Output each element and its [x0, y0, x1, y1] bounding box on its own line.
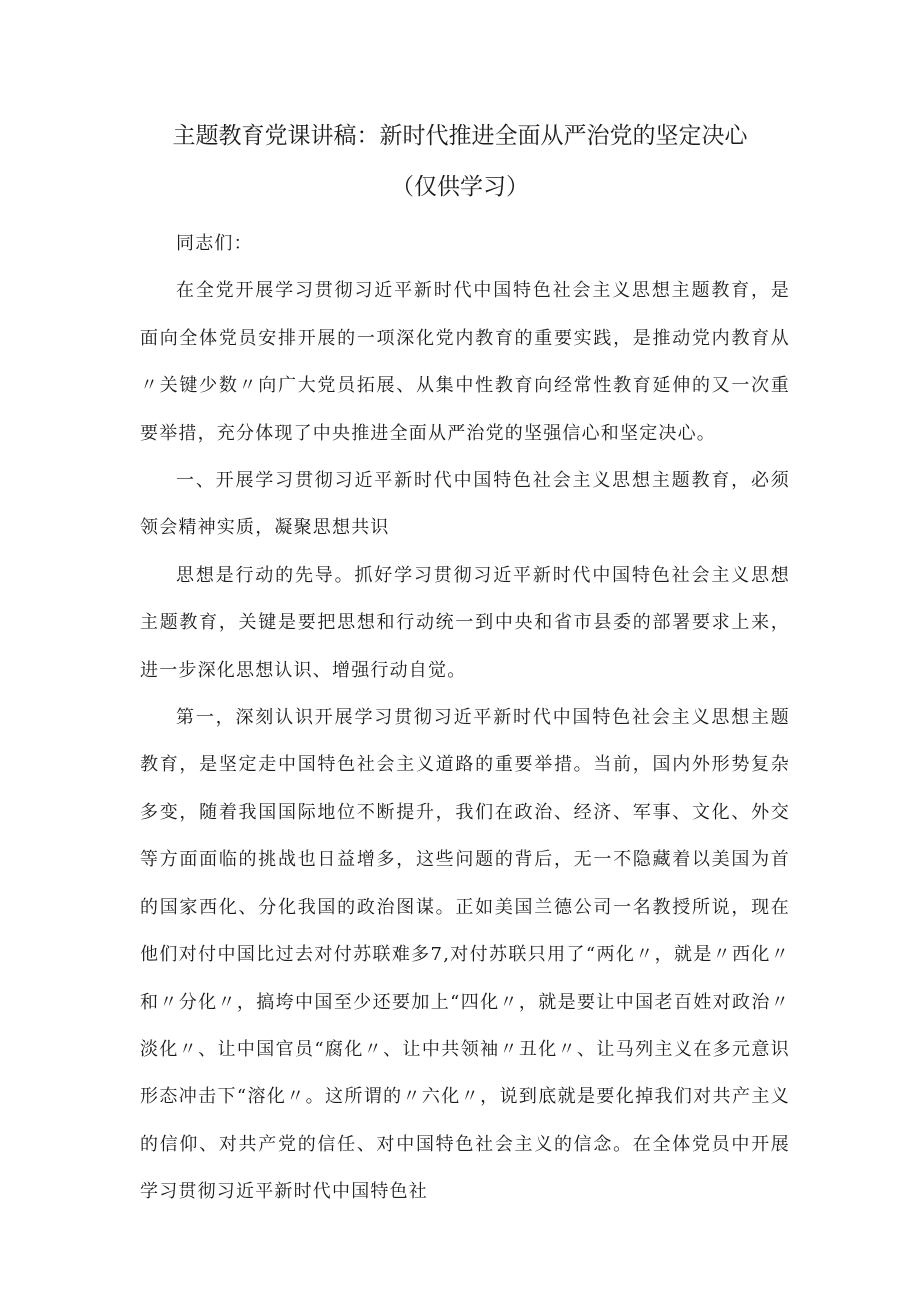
- paragraph-intro: 在全党开展学习贯彻习近平新时代中国特色社会主义思想主题教育，是面向全体党员安排开展的一项深化党内教育的重要实践，是推动党内教育从〃关键少数〃向广大党员拓展、从集中性教育向经常性教育延伸的又一次重要举措，充分体现了中央推进全面从严治党的坚强信心和坚定决心。: [140, 280, 790, 444]
- document-subtitle: （仅供学习）: [391, 174, 529, 200]
- section-heading-1: 一、开展学习贯彻习近平新时代中国特色社会主义思想主题教育，必须领会精神实质，凝聚思想共识: [140, 470, 790, 539]
- paragraph-first-point: 第一，深刻认识开展学习贯彻习近平新时代中国特色社会主义思想主题教育，是坚定走中国特色社会主义道路的重要举措。当前，国内外形势复杂多变，随着我国国际地位不断提升，我们在政治、经济、军事、文化、外交等方面面临的挑战也日益增多，这些问题的背后，无一不隐藏着以美国为首的国家西化、分化我国的政治图谋。正如美国兰德公司一名教授所说，现在他们对付中国比过去对付苏联难多7,对付苏联只用了“两化〃，就是〃西化〃和〃分化〃，搞垮中国至少还要加上“四化〃，就是要让中国老百姓对政治〃淡化〃、让中国官员“腐化〃、让中共领袖〃丑化〃、让马列主义在多元意识形态冲击下“溶化〃。这所谓的〃六化〃，说到底就是要化掉我们对共产主义的信仰、对共产党的信任、对中国特色社会主义的信念。在全体党员中开展学习贯彻习近平新时代中国特色社: [140, 707, 790, 1203]
- paragraph-thought: 思想是行动的先导。抓好学习贯彻习近平新时代中国特色社会主义思想主题教育，关键是要把思想和行动统一到中央和省市县委的部署要求上来，进一步深化思想认识、增强行动自觉。: [140, 564, 790, 681]
- salutation: 同志们：: [176, 233, 253, 254]
- document-title: 主题教育党课讲稿：新时代推进全面从严治党的坚定决心: [172, 123, 748, 149]
- document-body: [140, 220, 790, 1216]
